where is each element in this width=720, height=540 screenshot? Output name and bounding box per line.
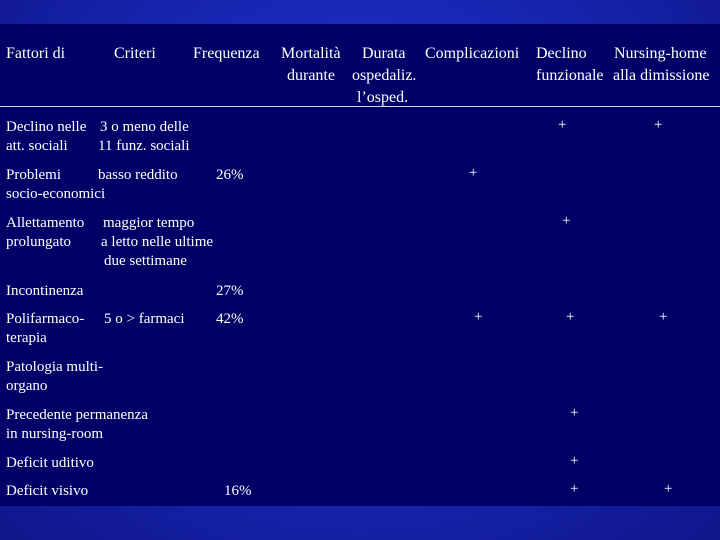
row5-complicazioni: +	[566, 309, 575, 325]
header-durata-2: ospedaliz.	[352, 67, 417, 84]
row7-fattore-2: in nursing-room	[6, 426, 104, 442]
header-frequenza: Frequenza	[193, 45, 260, 62]
row7-fattore-1: Precedente permanenza	[6, 407, 148, 423]
row3-criteri-1: maggior tempo	[103, 215, 195, 231]
row2-frequenza: 26%	[216, 167, 244, 183]
row2-criteri-1: basso reddito	[98, 167, 178, 183]
row5-frequenza: 42%	[216, 311, 244, 327]
row3-criteri-3: due settimane	[104, 253, 187, 269]
row9-declino: +	[570, 481, 579, 497]
row9-nursing: +	[664, 481, 673, 497]
row8-fattore-1: Deficit uditivo	[6, 455, 94, 471]
row1-criteri-2: 11 funz. sociali	[98, 138, 190, 154]
row3-complicazioni: +	[562, 213, 571, 229]
row6-fattore-2: organo	[6, 378, 48, 394]
header-nursing-2: alla dimissione	[613, 67, 710, 84]
row3-fattore-2: prolungato	[6, 234, 71, 250]
header-mortalita-1: Mortalità	[281, 45, 341, 62]
row2-fattore-2: socio-economici	[6, 186, 106, 202]
row4-fattore-1: Incontinenza	[6, 283, 84, 299]
row3-criteri-2: a letto nelle ultime	[101, 234, 214, 250]
row1-fattore-1: Declino nelle	[6, 119, 87, 135]
row9-frequenza: 16%	[224, 483, 252, 499]
row1-nursing: +	[654, 117, 663, 133]
row1-fattore-2: att. sociali	[6, 138, 68, 154]
header-complicazioni: Complicazioni	[425, 45, 520, 62]
row5-nursing: +	[659, 309, 668, 325]
row5-fattore-2: terapia	[6, 330, 47, 346]
header-durata-1: Durata	[362, 45, 406, 62]
row5-fattore-1: Polifarmaco-	[6, 311, 85, 327]
row4-frequenza: 27%	[216, 283, 244, 299]
row2-fattore-1: Problemi	[6, 167, 61, 183]
row5-criteri-1: 5 o > farmaci	[104, 311, 185, 327]
header-declino-2: funzionale	[536, 67, 604, 84]
row5-durata: +	[474, 309, 483, 325]
row1-criteri-1: 3 o meno delle	[100, 119, 189, 135]
header-mortalita-2: durante	[287, 67, 335, 84]
header-criteri: Criteri	[114, 45, 156, 62]
row1-declino: +	[558, 117, 567, 133]
row3-fattore-1: Allettamento	[6, 215, 85, 231]
row2-durata: +	[469, 165, 478, 181]
header-declino-1: Declino	[536, 45, 587, 62]
header-mortalita-3: l’osped.	[357, 89, 409, 106]
row8-declino: +	[570, 453, 579, 469]
header-fattori: Fattori di	[6, 45, 66, 62]
row9-fattore-1: Deficit visivo	[6, 483, 89, 499]
header-nursing-1: Nursing-home	[614, 45, 707, 62]
row7-declino: +	[570, 405, 579, 421]
row6-fattore-1: Patologia multi-	[6, 359, 104, 375]
